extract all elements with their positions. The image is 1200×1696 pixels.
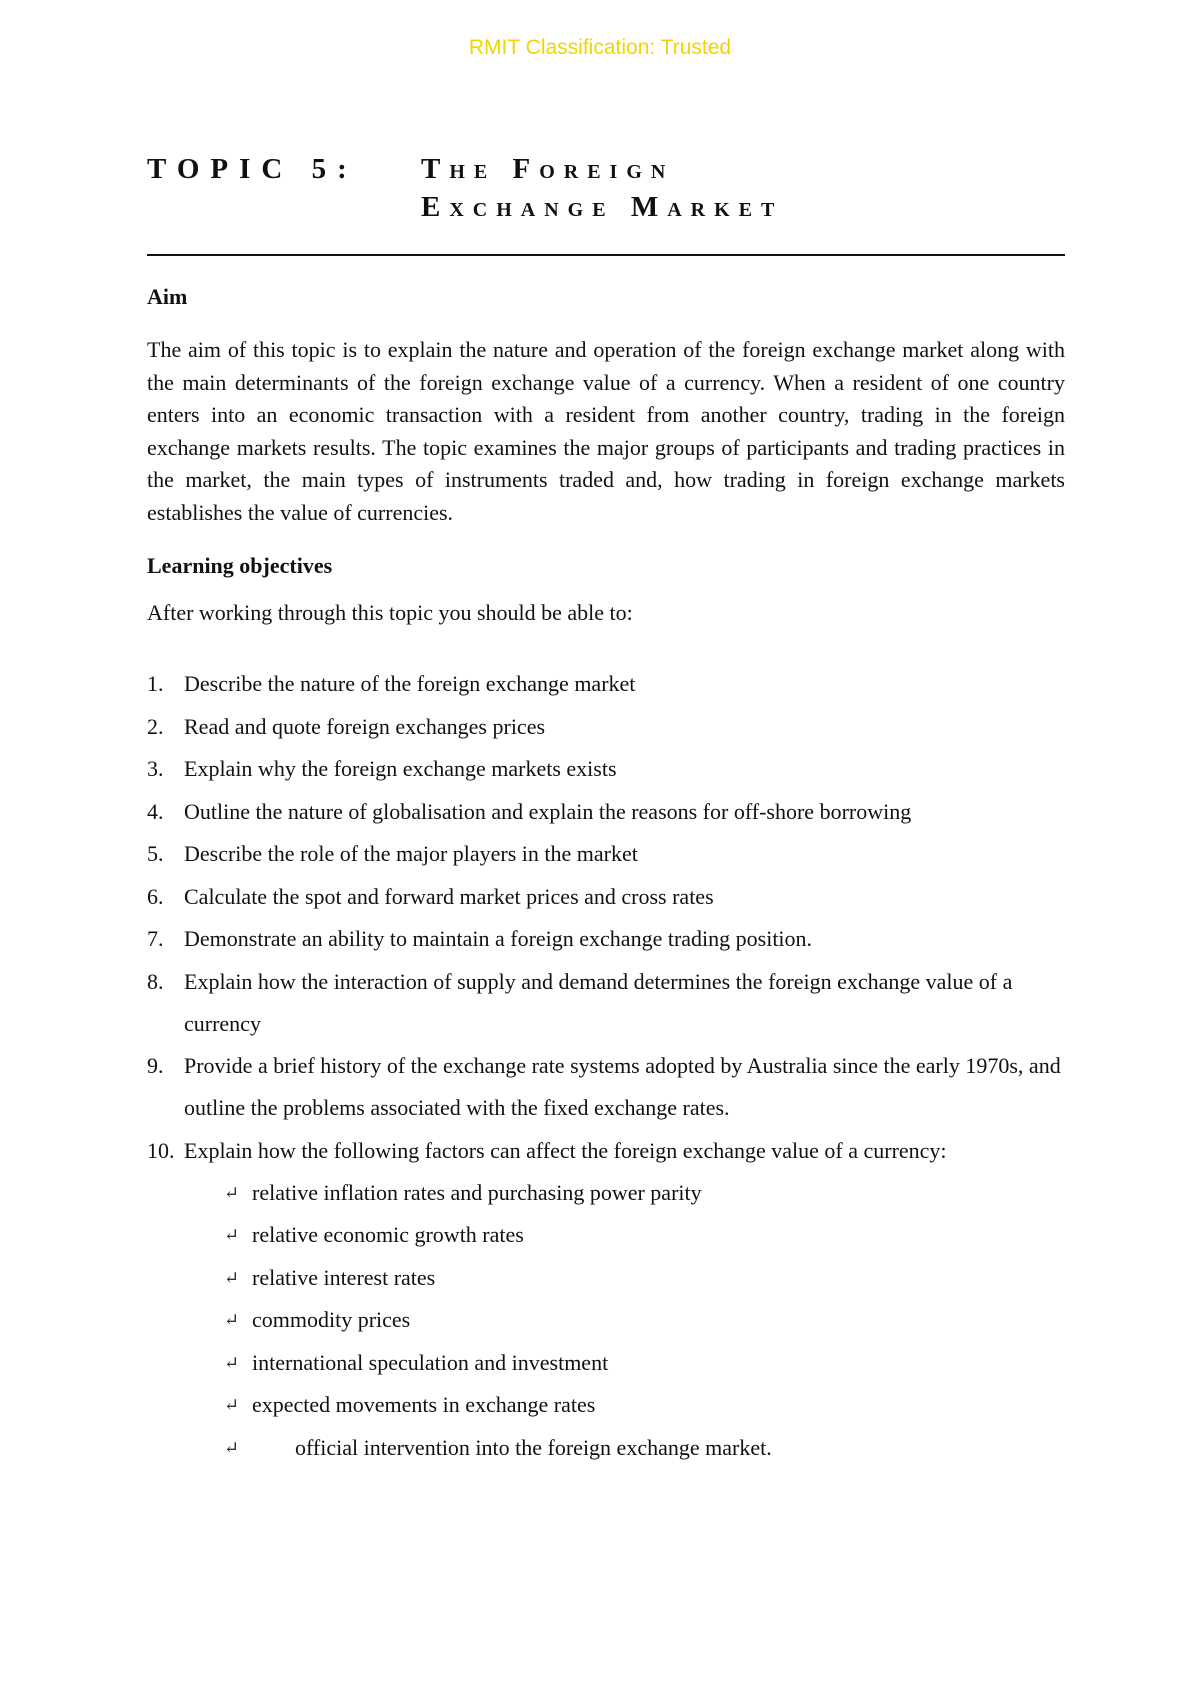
sublist-item xyxy=(222,1342,1077,1385)
list-item-text: Explain how the interaction of supply and demand determines the foreign exchange value of a currency xyxy=(184,968,1013,1036)
list-item xyxy=(147,1045,1077,1129)
list-item xyxy=(147,748,1077,790)
sublist-item xyxy=(222,1257,1077,1300)
sublist-item xyxy=(222,1299,1077,1342)
list-item xyxy=(147,791,1077,833)
sublist-item-text: commodity prices xyxy=(252,1307,411,1332)
topic-name xyxy=(421,150,783,226)
list-number: 5. xyxy=(147,841,164,866)
bullet-icon: ↵ xyxy=(224,1267,240,1288)
list-item-text: Calculate the spot and forward market prices and cross rates xyxy=(184,883,714,909)
bullet-icon: ↵ xyxy=(224,1310,240,1330)
list-item-text: Read and quote foreign exchanges prices xyxy=(184,713,546,739)
topic-name-line-2: Exchange Market xyxy=(421,191,784,223)
list-number: 9. xyxy=(147,1053,164,1078)
title-divider xyxy=(147,254,1065,256)
sublist-item-text: relative economic growth rates xyxy=(252,1222,524,1247)
list-item-text: Explain how the following factors can affect the foreign exchange value of a currency: xyxy=(184,1137,947,1163)
sublist-item-text: official intervention into the foreign exchange market. xyxy=(295,1434,772,1460)
sublist-item-text: relative inflation rates and purchasing power parity xyxy=(252,1179,702,1205)
list-item xyxy=(147,1130,1077,1470)
list-item xyxy=(147,833,1077,875)
sublist-item-text: international speculation and investment xyxy=(252,1349,609,1375)
classification-label: RMIT Classification: Trusted xyxy=(468,36,732,59)
list-number: 4. xyxy=(147,798,164,824)
list-number: 3. xyxy=(147,756,164,781)
list-item xyxy=(147,961,1077,1045)
list-number: 10. xyxy=(147,1137,175,1163)
list-number: 6. xyxy=(147,883,164,909)
list-number: 8. xyxy=(147,968,164,994)
objectives-intro: After working through this topic you should be able to: xyxy=(147,600,633,625)
list-item xyxy=(147,876,1077,918)
bullet-icon: ↵ xyxy=(224,1225,240,1245)
sublist-item xyxy=(222,1214,1077,1257)
bullet-icon: ↵ xyxy=(224,1352,240,1373)
list-number: 1. xyxy=(147,671,164,696)
list-item-text: Outline the nature of globalisation and explain the reasons for off-shore borrowing xyxy=(184,798,912,824)
list-item-text: Describe the role of the major players in the market xyxy=(184,841,638,866)
list-item-text: Provide a brief history of the exchange rate systems adopted by Australia since the early 1970s, and outline the problems associated with the fixed exchange rates. xyxy=(184,1053,1061,1120)
sublist-item xyxy=(222,1427,1077,1470)
aim-heading: Aim xyxy=(147,284,188,309)
sublist-item-text: expected movements in exchange rates xyxy=(252,1392,596,1417)
bullet-icon: ↵ xyxy=(224,1395,240,1415)
list-item xyxy=(147,706,1077,748)
objectives-list xyxy=(147,663,1077,1470)
factors-sublist xyxy=(222,1172,1077,1470)
objectives-heading: Learning objectives xyxy=(147,553,333,578)
list-item xyxy=(147,918,1077,960)
sublist-item xyxy=(222,1384,1077,1427)
topic-name-line-1: The Foreign xyxy=(421,153,675,185)
list-item-text: Demonstrate an ability to maintain a foreign exchange trading position. xyxy=(184,926,813,951)
aim-paragraph: The aim of this topic is to explain the nature and operation of the foreign exchange market along with the main determinants of the foreign exchange value of a currency. When a resident of one country enters into an economic transaction with a resident from another country, trading in the foreign exchange markets results. The topic examines the major groups of participants and trading practices in the market, the main types of instruments traded and, how trading in foreign exchange markets establishes the value of currencies. xyxy=(147,337,1065,525)
list-number: 2. xyxy=(147,713,164,739)
list-number: 7. xyxy=(147,926,164,951)
topic-number: TOPIC 5: xyxy=(147,153,358,185)
bullet-icon: ↵ xyxy=(224,1182,240,1203)
list-item xyxy=(147,663,1077,705)
sublist-item xyxy=(222,1172,1077,1215)
bullet-icon: ↵ xyxy=(224,1437,240,1458)
list-item-text: Explain why the foreign exchange markets exists xyxy=(184,756,617,781)
sublist-item-text: relative interest rates xyxy=(252,1264,436,1290)
list-item-text: Describe the nature of the foreign exchange market xyxy=(184,671,636,696)
